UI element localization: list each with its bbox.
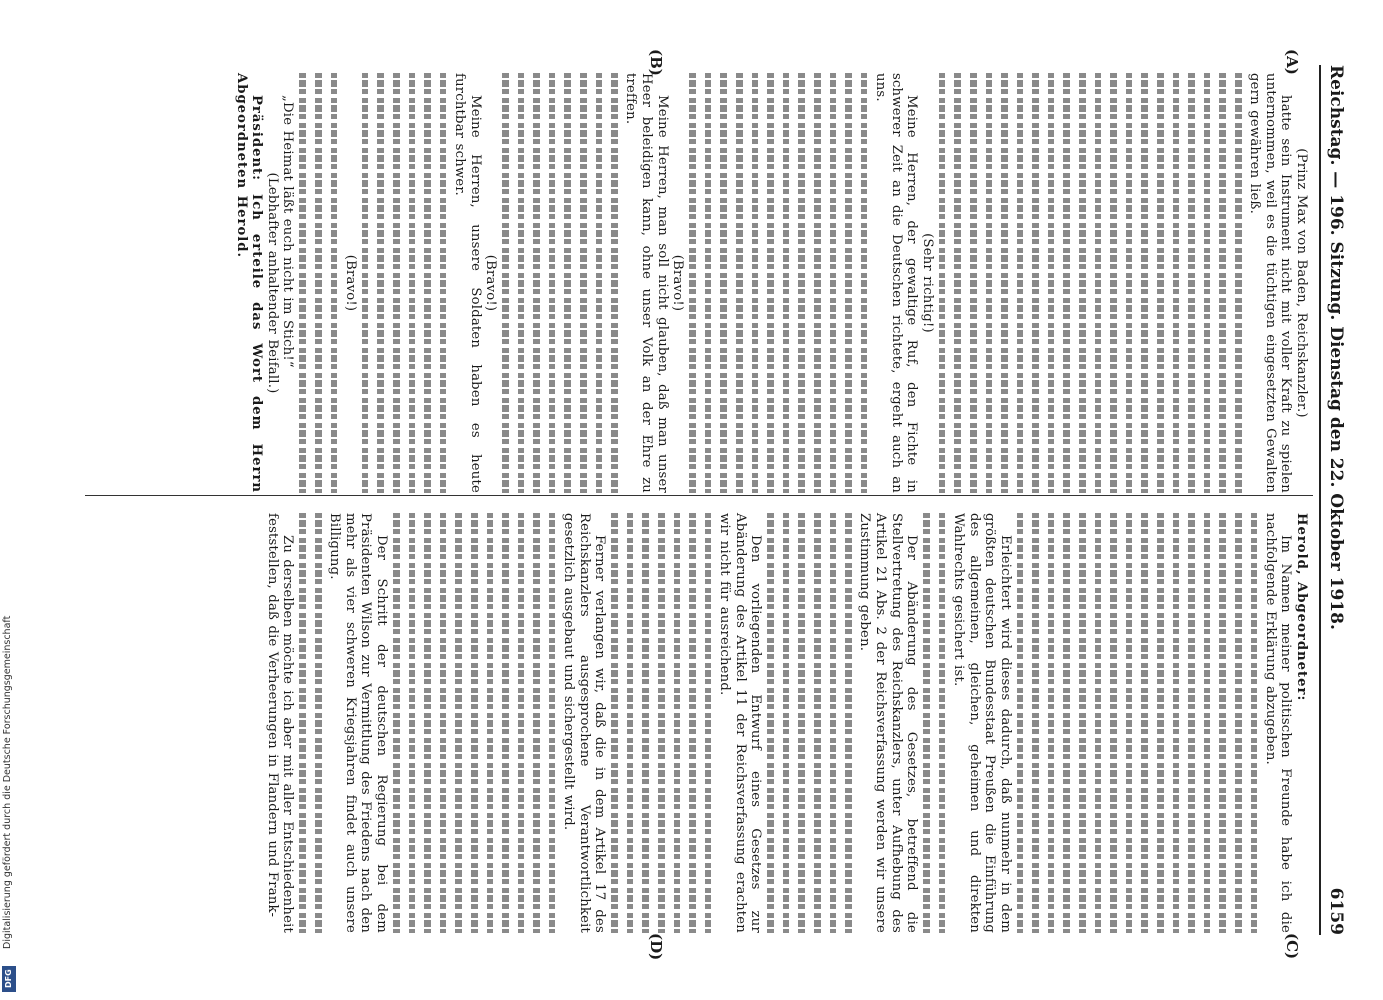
interjection: (Lebhafter anhaltender Beifall.)	[264, 172, 280, 394]
page-number: 6159	[1326, 887, 1346, 935]
paragraph: Zu derselben möchte ich aber mit aller Entschiedenheit feststellen, daß die Verheerungen in Flandern und Frank-	[264, 513, 296, 933]
paragraph: Der Abänderung des Gesetzes, betreffend die Stellvertretung des Reichskanzlers, unter Aufhebung des Artikel 21 Abs. 2 der Reichsverfassung werden wir unsere Zustimmung geben.	[857, 513, 920, 933]
credit-text: Digitalisierung gefördert durch die Deutsche Forschungsgemeinschaft	[2, 615, 13, 949]
interjection: (Bravo!)	[342, 254, 358, 312]
speaker-intro: (Prinz Max von Baden, Reichskanzler.)	[1294, 148, 1309, 418]
paragraph: Meine Herren, unsere Soldaten haben es heute furchtbar schwer.	[451, 73, 483, 493]
paragraph: hatte sein Instrument nicht mit voller Kraft zu spielen unternommen, weil es die tüchtigen eingesetzten Gewalten gern gewähren ließ.	[1247, 73, 1294, 493]
paragraph: Erleichtert wird dieses dadurch, daß nunmehr in dem größten deutschen Bundesstaat Preußen die Einführung des allgemeinen, gleichen, geheimen und direkten Wahlrechts gesichert ist.	[950, 513, 1013, 933]
speaker-name: Herold, Abgeordneter:	[1294, 513, 1309, 702]
dfg-logo: DFG	[2, 966, 16, 992]
president-line: Präsident: Ich erteile das Wort dem Herrn Abgeordneten Herold.	[233, 73, 265, 493]
header-rule	[1319, 65, 1321, 935]
right-column	[85, 513, 1309, 933]
margin-mark-d: (D)	[647, 933, 665, 961]
header-title: Reichstag. — 196. Sitzung. Dienstag den 22. Oktober 1918.	[1326, 65, 1346, 630]
newspaper-page	[65, 45, 1365, 961]
rotated-page	[25, 45, 1365, 961]
sidebar	[0, 0, 20, 1000]
digitization-credit	[2, 400, 16, 960]
interjection: (Bravo!)	[670, 254, 686, 312]
interjection: (Sehr richtig!)	[919, 233, 935, 333]
page-header	[1321, 65, 1351, 935]
paragraph: „Die Heimat läßt euch nicht im Stich!“	[280, 95, 296, 368]
margin-mark-a: (A)	[1283, 49, 1301, 75]
paragraph: Im Namen meiner politischen Freunde habe ich die nachfolgende Erklärung abzugeben.	[1262, 513, 1294, 933]
margin-mark-b: (B)	[647, 49, 665, 76]
paragraph: Meine Herren, man soll nicht glauben, daß man unser Heer beleidigen kann, ohne unser Volk an der Ehre zu treffen.	[623, 73, 670, 493]
interjection: (Bravo!)	[483, 254, 499, 312]
left-column	[85, 73, 1309, 493]
paragraph: Meine Herren, der gewaltige Ruf, den Fichte in schwerer Zeit an die Deutschen richtete, ergeht auch an uns.	[872, 73, 920, 493]
paragraph: Der Schritt der deutschen Regierung bei dem Präsidenten Wilson zur Vermittlung des Friedens nach den mehr als vier schweren Kriegsjahren findet auch unsere Billigung.	[327, 513, 389, 933]
paragraph: Den vorliegenden Entwurf eines Gesetzes zur Abänderung des Artikel 11 der Reichsverfassung erachten wir nicht für ausreichend.	[717, 513, 764, 933]
paragraph: Ferner verlangen wir, daß die in dem Artikel 17 des Reichskanzlers ausgesprochene Verantwortlichkeit gesetzlich ausgebaut und sichergestellt wird.	[561, 513, 608, 933]
column-divider	[85, 495, 1313, 496]
margin-mark-c: (C)	[1283, 933, 1301, 960]
